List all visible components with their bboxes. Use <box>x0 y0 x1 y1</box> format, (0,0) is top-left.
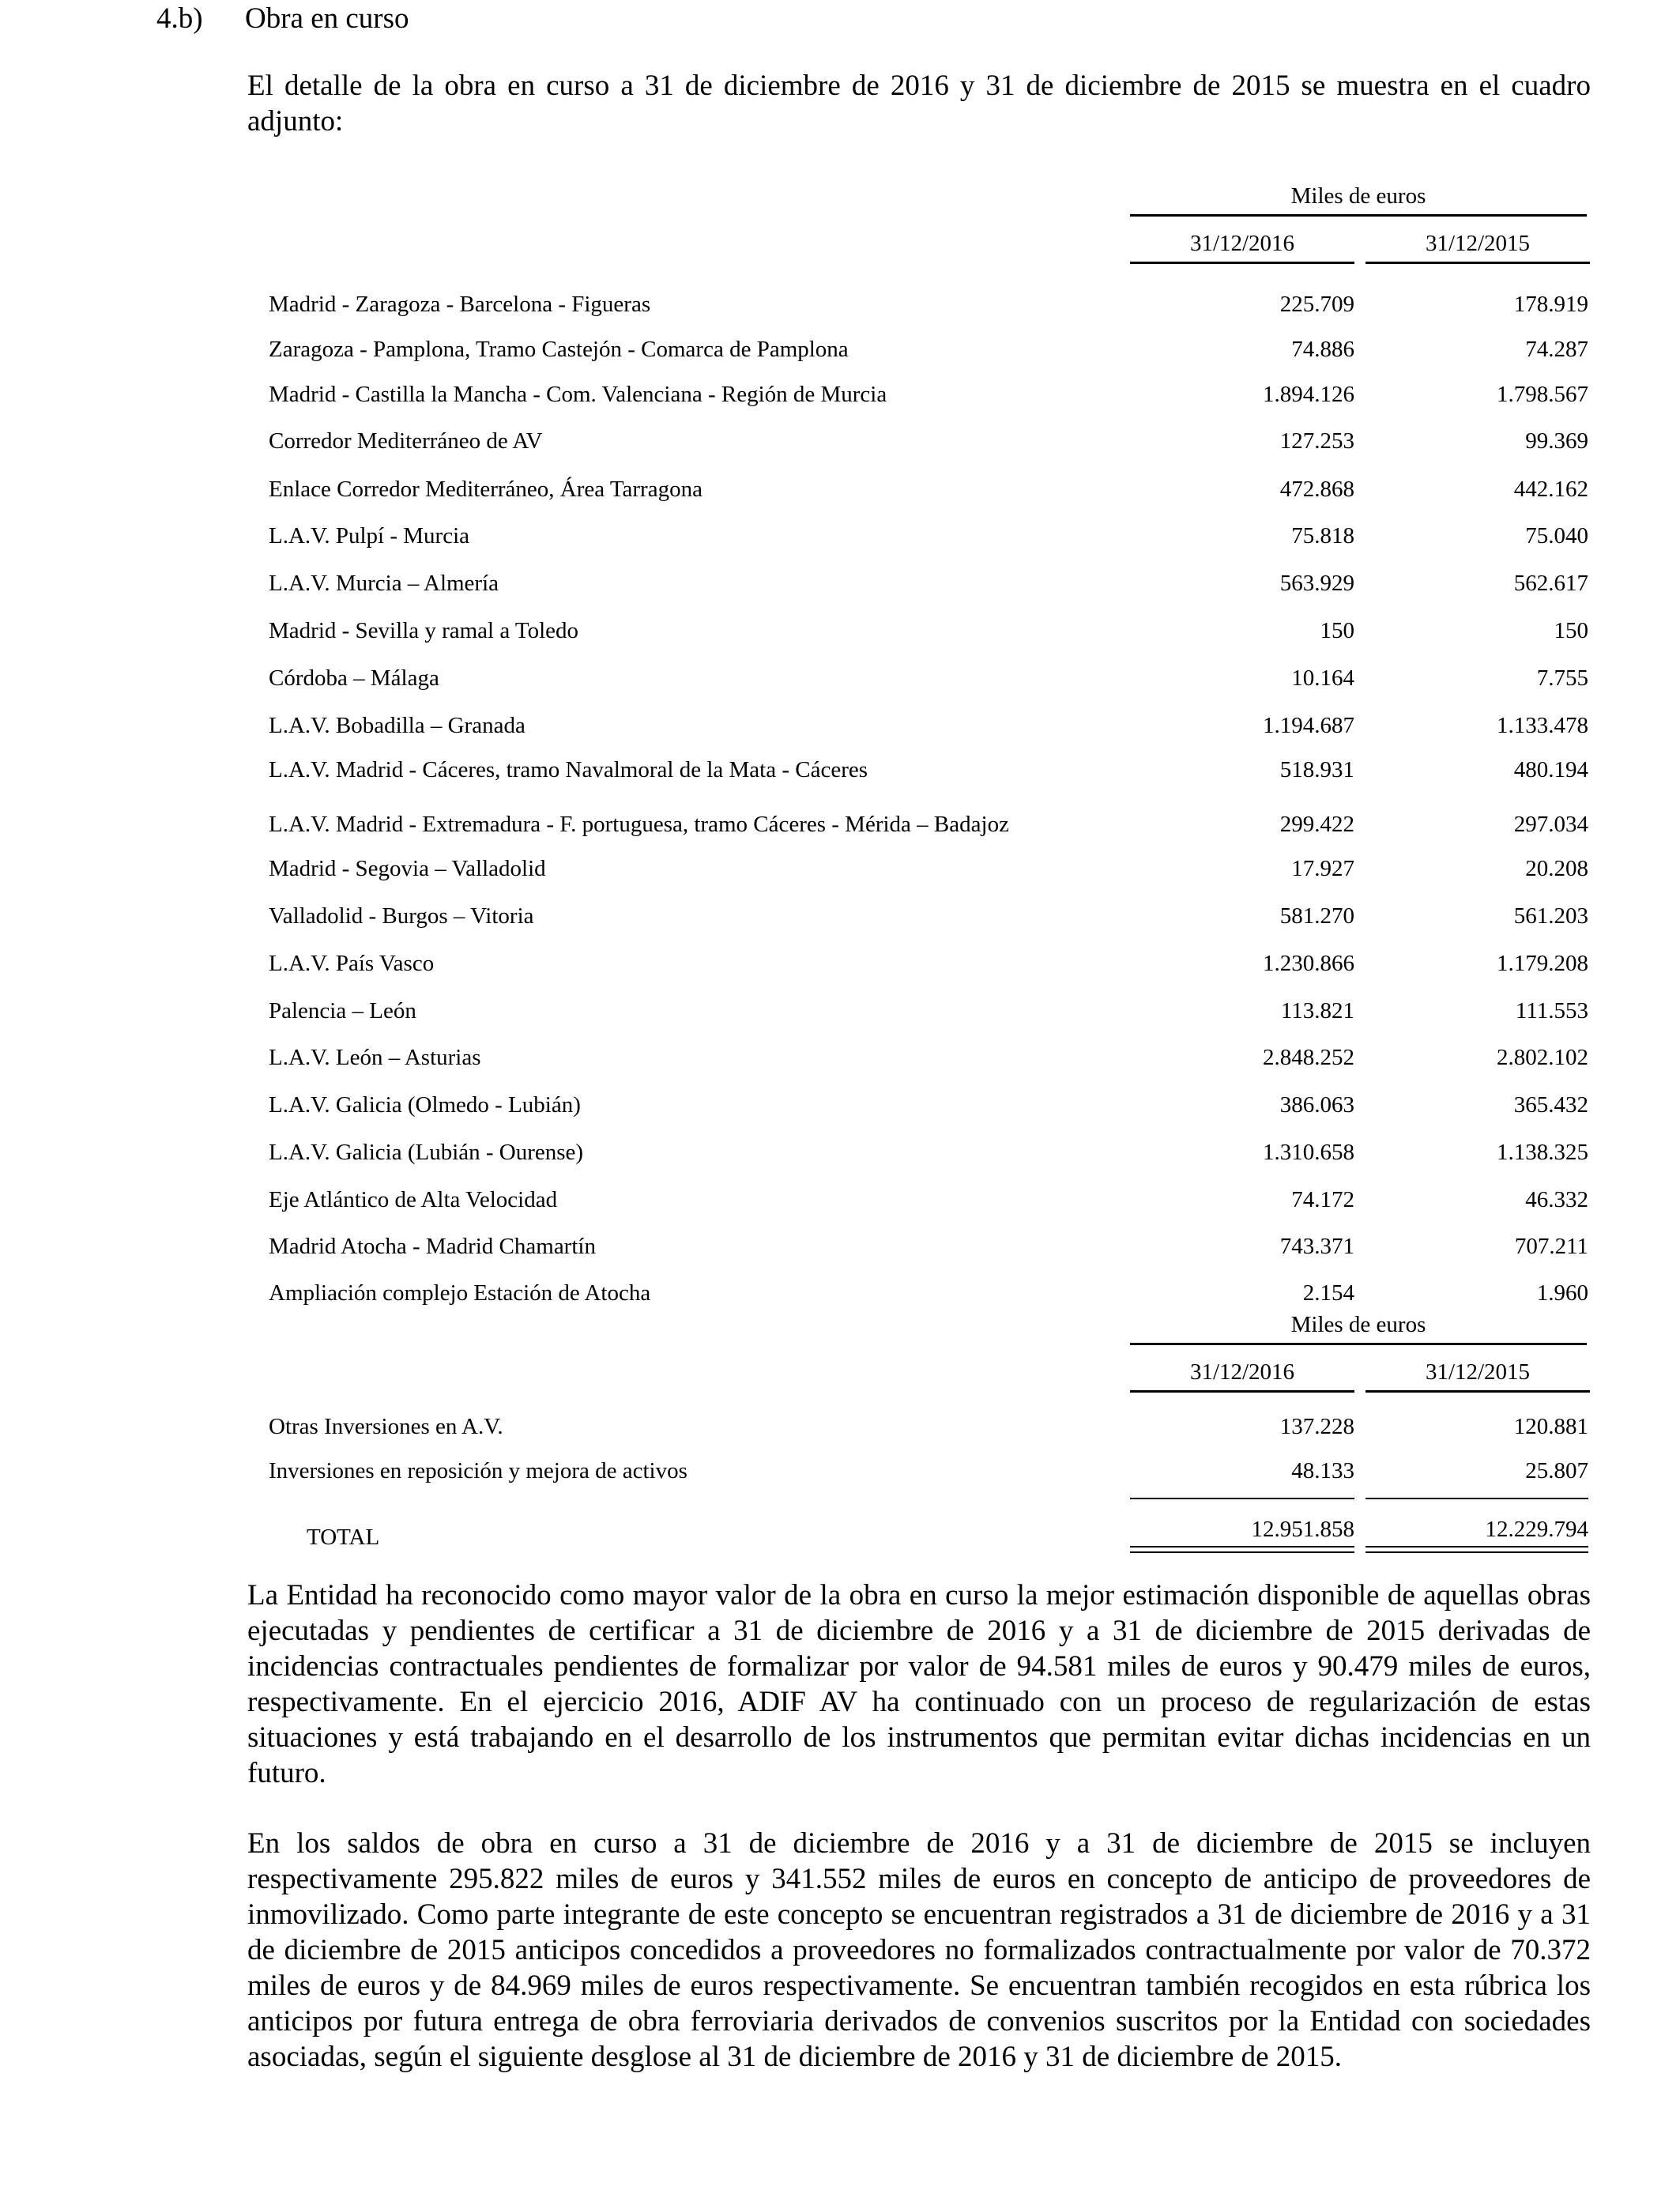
table-row <box>0 1187 1680 1219</box>
row-label: Madrid - Castilla la Mancha - Com. Valenciana - Región de Murcia <box>269 382 887 407</box>
value-2015: 365.432 <box>1513 1092 1588 1118</box>
table-row <box>0 998 1680 1030</box>
subtotal-rule-2015 <box>1365 1498 1588 1499</box>
value-2015: 25.807 <box>1525 1458 1588 1483</box>
value-2016: 472.868 <box>1279 477 1354 502</box>
total-row <box>0 1517 1680 1548</box>
total-double-rule-2016 <box>1130 1546 1354 1553</box>
value-2015: 20.208 <box>1525 856 1588 881</box>
value-2015: 442.162 <box>1513 477 1588 502</box>
value-2016: 127.253 <box>1279 428 1354 454</box>
value-2016: 137.228 <box>1279 1414 1354 1439</box>
intro-paragraph: El detalle de la obra en curso a 31 de diciembre de 2016 y 31 de diciembre de 2015 se muestra en el cuadro adjunto: <box>247 70 1591 138</box>
subtotal-rule-2016 <box>1130 1498 1354 1499</box>
value-2016: 48.133 <box>1291 1458 1354 1483</box>
table-row <box>0 1280 1680 1312</box>
value-2015: 120.881 <box>1513 1414 1588 1439</box>
value-2016: 581.270 <box>1279 903 1354 929</box>
row-label: Enlace Corredor Mediterráneo, Área Tarragona <box>269 477 703 502</box>
value-2015: 1.179.208 <box>1497 951 1588 976</box>
section-heading <box>156 2 409 36</box>
value-2015: 46.332 <box>1525 1187 1588 1212</box>
table-row <box>0 571 1680 602</box>
table-row <box>0 1045 1680 1076</box>
row-label: L.A.V. Madrid - Cáceres, tramo Navalmoral de la Mata - Cáceres <box>269 757 868 782</box>
value-2016: 74.886 <box>1291 337 1354 362</box>
value-2016: 386.063 <box>1279 1092 1354 1118</box>
total-label: TOTAL <box>307 1525 380 1550</box>
table-row <box>0 665 1680 697</box>
value-2015: 74.287 <box>1525 337 1588 362</box>
row-label: Corredor Mediterráneo de AV <box>269 428 543 454</box>
table-row <box>0 1140 1680 1171</box>
value-2016: 2.848.252 <box>1263 1045 1354 1070</box>
table-row <box>0 856 1680 888</box>
table-row <box>0 1092 1680 1124</box>
table-row <box>0 757 1680 789</box>
row-label: Palencia – León <box>269 998 416 1023</box>
table-row <box>0 1234 1680 1265</box>
value-2016: 1.310.658 <box>1263 1140 1354 1165</box>
table-row <box>0 951 1680 982</box>
value-2015: 1.133.478 <box>1497 713 1588 738</box>
value-2015: 562.617 <box>1513 571 1588 596</box>
section-title: Obra en curso <box>245 2 409 35</box>
value-2016: 1.230.866 <box>1263 951 1354 976</box>
value-2016: 74.172 <box>1291 1187 1354 1212</box>
table-row <box>0 618 1680 650</box>
value-2016: 2.154 <box>1302 1280 1354 1306</box>
value-2015: 1.138.325 <box>1497 1140 1588 1165</box>
row-label: Madrid - Sevilla y ramal a Toledo <box>269 618 579 643</box>
table-row <box>0 812 1680 843</box>
total-2015: 12.229.794 <box>1485 1517 1588 1542</box>
value-2016: 299.422 <box>1279 812 1354 837</box>
table-row <box>0 428 1680 460</box>
table-row <box>0 337 1680 368</box>
table-row <box>0 477 1680 508</box>
unit-header-2: Miles de euros <box>1130 1312 1587 1345</box>
value-2015: 75.040 <box>1525 523 1588 548</box>
value-2016: 225.709 <box>1279 292 1354 317</box>
table-row <box>0 523 1680 555</box>
value-2016: 150 <box>1320 618 1354 643</box>
table-row <box>0 713 1680 745</box>
value-2015: 2.802.102 <box>1497 1045 1588 1070</box>
row-label: Madrid Atocha - Madrid Chamartín <box>269 1234 596 1259</box>
total-double-rule-2015 <box>1365 1546 1588 1553</box>
row-label: Otras Inversiones en A.V. <box>269 1414 503 1439</box>
paragraph-incidencias: La Entidad ha reconocido como mayor valor de la obra en curso la mejor estimación disponible de aquellas obras ejecutadas y pendientes de certificar a 31 de diciembre de 2016 y a 31 de diciembre de 2015 derivadas de incidencias contractuales pendientes de formalizar por valor de 94.581 miles de euros y 90.479 miles de euros, respectivamente. En el ejercicio 2016, ADIF AV ha continuado con un proceso de regularización de estas situaciones y está trabajando en el desarrollo de los instrumentos que permitan evitar dichas incidencias en un futuro. <box>247 1579 1591 1789</box>
value-2015: 99.369 <box>1525 428 1588 454</box>
row-label: L.A.V. Murcia – Almería <box>269 571 499 596</box>
value-2015: 561.203 <box>1513 903 1588 929</box>
row-label: Valladolid - Burgos – Vitoria <box>269 903 534 929</box>
unit-header: Miles de euros <box>1130 183 1587 217</box>
table-row <box>0 382 1680 413</box>
value-2016: 75.818 <box>1291 523 1354 548</box>
value-2016: 743.371 <box>1279 1234 1354 1259</box>
value-2015: 480.194 <box>1513 757 1588 782</box>
value-2015: 7.755 <box>1536 665 1588 691</box>
row-label: L.A.V. Madrid - Extremadura - F. portuguesa, tramo Cáceres - Mérida – Badajoz <box>269 812 1009 837</box>
value-2016: 1.194.687 <box>1263 713 1354 738</box>
row-label: L.A.V. País Vasco <box>269 951 435 976</box>
row-label: Zaragoza - Pamplona, Tramo Castejón - Comarca de Pamplona <box>269 337 849 362</box>
value-2015: 1.798.567 <box>1497 382 1588 407</box>
column-header-2016: 31/12/2016 <box>1130 231 1354 264</box>
row-label: Eje Atlántico de Alta Velocidad <box>269 1187 558 1212</box>
row-label: L.A.V. León – Asturias <box>269 1045 481 1070</box>
row-label: L.A.V. Pulpí - Murcia <box>269 523 470 548</box>
row-label: Madrid - Zaragoza - Barcelona - Figueras <box>269 292 651 317</box>
value-2015: 297.034 <box>1513 812 1588 837</box>
value-2016: 518.931 <box>1279 757 1354 782</box>
table-row <box>0 1458 1680 1490</box>
table-row <box>0 903 1680 935</box>
value-2015: 111.553 <box>1515 998 1588 1023</box>
row-label: Ampliación complejo Estación de Atocha <box>269 1280 651 1306</box>
column-header-2015-2: 31/12/2015 <box>1365 1359 1590 1393</box>
value-2015: 707.211 <box>1514 1234 1588 1259</box>
value-2015: 178.919 <box>1513 292 1588 317</box>
table-row <box>0 292 1680 323</box>
value-2016: 17.927 <box>1291 856 1354 881</box>
table-row <box>0 1414 1680 1446</box>
value-2016: 563.929 <box>1279 571 1354 596</box>
row-label: L.A.V. Galicia (Olmedo - Lubián) <box>269 1092 581 1118</box>
row-label: L.A.V. Bobadilla – Granada <box>269 713 525 738</box>
value-2015: 150 <box>1554 618 1588 643</box>
value-2016: 10.164 <box>1291 665 1354 691</box>
column-header-2016-2: 31/12/2016 <box>1130 1359 1354 1393</box>
column-header-2015: 31/12/2015 <box>1365 231 1590 264</box>
total-2016: 12.951.858 <box>1251 1517 1354 1542</box>
paragraph-anticipos: En los saldos de obra en curso a 31 de diciembre de 2016 y a 31 de diciembre de 2015 se incluyen respectivamente 295.822 miles de euros y 341.552 miles de euros en concepto de anticipo de proveedores de inmovilizado. Como parte integrante de este concepto se encuentran registrados a 31 de diciembre de 2016 y a 31 de diciembre de 2015 anticipos concedidos a proveedores no formalizados contractualmente por valor de 70.372 miles de euros y de 84.969 miles de euros respectivamente. Se encuentran también recogidos en esta rúbrica los anticipos por futura entrega de obra ferroviaria derivados de convenios suscritos por la Entidad con sociedades asociadas, según el siguiente desglose al 31 de diciembre de 2016 y 31 de diciembre de 2015. <box>247 1827 1591 2073</box>
value-2015: 1.960 <box>1536 1280 1588 1306</box>
row-label: L.A.V. Galicia (Lubián - Ourense) <box>269 1140 584 1165</box>
row-label: Córdoba – Málaga <box>269 665 439 691</box>
row-label: Inversiones en reposición y mejora de activos <box>269 1458 687 1483</box>
value-2016: 113.821 <box>1280 998 1354 1023</box>
section-number: 4.b) <box>156 2 203 35</box>
row-label: Madrid - Segovia – Valladolid <box>269 856 546 881</box>
value-2016: 1.894.126 <box>1263 382 1354 407</box>
